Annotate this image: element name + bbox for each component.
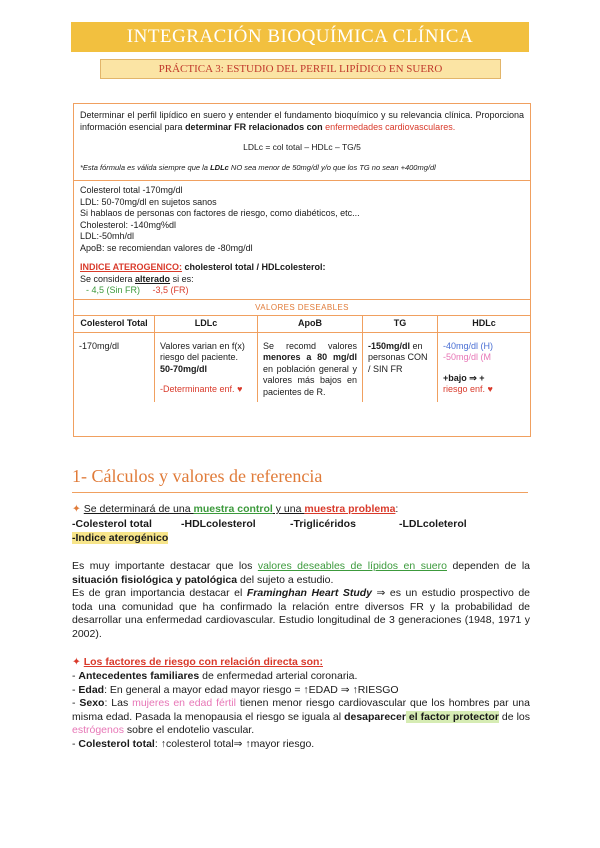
apob-a: Se recomd valores <box>263 340 357 351</box>
apob-b: menores a 80 mg/dl <box>263 352 357 362</box>
list-item: Cholesterol: -140mg%dl <box>80 219 177 230</box>
table-title: VALORES DESEABLES <box>74 299 530 317</box>
table-header: HDLc <box>438 316 531 332</box>
formula-note <box>74 158 530 182</box>
sample-bullet <box>72 503 530 517</box>
cell-ldl <box>155 332 258 402</box>
parameters-row <box>72 518 530 532</box>
cell-tg <box>363 332 438 402</box>
p1-e: del sujeto a estudio. <box>237 573 334 586</box>
r3-b: Sexo <box>79 697 105 709</box>
ldl-b: 50-70mg/dl <box>160 363 208 374</box>
risk-title-line <box>72 656 530 670</box>
risk-item <box>72 697 530 738</box>
paragraph-framingham <box>72 587 530 641</box>
paragraph-values <box>72 560 530 587</box>
values-list <box>74 181 530 254</box>
table-header: TG <box>363 316 438 332</box>
r3-i: estrógenos <box>72 724 124 736</box>
bullet-b: muestra control <box>193 503 273 515</box>
r1-c: de enfermedad arterial coronaria. <box>199 670 358 682</box>
r4-b: Colesterol total <box>78 738 155 750</box>
section-heading: 1- Cálculos y valores de referencia <box>72 466 323 486</box>
page-title: INTEGRACIÓN BIOQUÍMICA CLÍNICA <box>71 22 529 52</box>
r3-j: sobre el endotelio vascular. <box>123 724 255 736</box>
list-item: ApoB: se recomiendan valores de -80mg/dl <box>80 242 253 253</box>
r3-h: de los <box>498 710 530 723</box>
star-icon: ✦ <box>72 656 81 668</box>
intro-paragraph <box>74 104 530 137</box>
ldl-c: -Determinante enf. <box>160 384 235 394</box>
table-header: ApoB <box>258 316 363 332</box>
bullet-a: Se determinará de una <box>83 503 194 515</box>
ldl-a: Valores varian en f(x) riesgo del paciente. <box>160 340 245 362</box>
hdl-d: riesgo enf. <box>443 384 486 394</box>
r2-c: : En general a mayor edad mayor riesgo = ↑EDAD ⇒ ↑RIESGO <box>104 684 399 696</box>
cond-a: Se considera <box>80 273 136 284</box>
risk-item <box>72 670 530 684</box>
r1-a: - <box>72 670 79 682</box>
list-item: Si hablaos de personas con factores de riesgo, como diabéticos, etc... <box>80 208 360 218</box>
hdl-a: -40mg/dl (H) <box>443 340 494 351</box>
r1-b: Antecedentes familiares <box>78 670 200 682</box>
ldl-c-line <box>160 384 252 396</box>
summary-box <box>73 103 531 437</box>
r3-a: - <box>72 697 80 709</box>
bullet-c: y una <box>272 503 305 515</box>
index-line <box>80 262 524 274</box>
list-item: -HDLcolesterol <box>181 518 256 530</box>
note-c: NO sea menor de 50mg/dl y/o que los TG no sean +400mg/dl <box>228 162 436 172</box>
p1-a: Es muy importante destacar que los <box>72 560 258 572</box>
list-item: -Colesterol total <box>72 518 152 530</box>
risk-item <box>72 738 530 752</box>
tg-a: -150mg/dl <box>368 340 411 351</box>
r4-c: : ↑colesterol total⇒ ↑mayor riesgo. <box>154 738 315 750</box>
list-item: -Indice aterogénico <box>72 532 169 544</box>
list-item: Colesterol total -170mg/dl <box>80 185 183 195</box>
list-item: LDL: 50-70mg/dl en sujetos sanos <box>80 196 217 207</box>
table-header: Colesterol Total <box>74 316 155 332</box>
r3-c: : Las <box>104 697 133 709</box>
p1-c: dependen de la <box>446 560 531 572</box>
list-item: -Triglicéridos <box>290 518 356 530</box>
bullet-e: : <box>395 503 399 515</box>
star-icon: ✦ <box>72 503 81 515</box>
cell-col-total: -170mg/dl <box>74 332 155 402</box>
r3-f: desaparecer <box>344 710 406 723</box>
tg-b: en personas CON / SIN FR <box>368 340 428 374</box>
note-a: *Esta fórmula es válida siempre que la <box>80 162 211 172</box>
r2-a: - <box>72 684 79 696</box>
parameter-item5-line <box>72 532 530 546</box>
index-formula: cholesterol total / HDLcolesterol: <box>182 262 326 272</box>
note-b: LDLc <box>210 162 229 172</box>
index-condition <box>80 274 524 286</box>
heart-icon: ♥ <box>237 384 243 394</box>
index-label: INDICE ATEROGENICO: <box>80 262 183 272</box>
cell-hdl <box>438 332 531 402</box>
index-values <box>80 285 524 297</box>
desirable-values-table <box>74 316 530 402</box>
intro-red: enfermedades cardiovasculares. <box>325 121 456 132</box>
list-item: -LDLcoleterol <box>399 518 467 530</box>
p2-c: ⇒ es un estudio prospectivo de toda una comunidad que ha confirmado la relación entre diversos FR y la probabilidad de desarrollar una enfermedad cardiovascular. Estudio longitudinal de 3 generaciones (1948, 1971 y 2002). <box>72 587 531 640</box>
cond-b: alterado <box>135 273 171 284</box>
hdl-d-line <box>443 384 525 396</box>
hdl-b: -50mg/dl (M <box>443 352 492 362</box>
atherogenic-index <box>74 254 530 299</box>
intro-bold: determinar FR relacionados con <box>185 121 323 132</box>
p1-d: situación fisiológica y patológica <box>72 573 238 586</box>
section-divider <box>72 492 528 493</box>
r2-b: Edad <box>78 684 105 696</box>
heart-icon: ♥ <box>487 384 493 394</box>
apob-c: en población general y valores más bajos en pacientes de R. <box>263 363 357 397</box>
index-value-nofr: - 4,5 (Sin FR) <box>86 285 141 295</box>
hdl-c: +bajo ⇒ + <box>443 372 485 383</box>
index-value-fr: -3,5 (FR) <box>152 285 189 295</box>
r4-a: - <box>72 738 79 750</box>
r3-e: tienen menor riesgo cardiovascular que los hombres par una misma edad. Pasada la menopausia el riesgo se iguala al <box>72 697 530 723</box>
risk-title: Los factores de riesgo con relación directa son: <box>83 656 323 668</box>
practice-subtitle: PRÁCTICA 3: ESTUDIO DEL PERFIL LIPÍDICO EN SUERO <box>100 59 501 79</box>
ldl-formula: LDLc = col total – HDLc – TG/5 <box>243 142 361 152</box>
p2-a: Es de gran importancia destacar el <box>72 587 247 599</box>
cell-apob <box>258 332 363 402</box>
p1-b: valores deseables de lípidos en suero <box>257 560 447 572</box>
table-header: LDLc <box>155 316 258 332</box>
risk-item <box>72 684 530 698</box>
intro-text: Determinar el perfil lipídico en suero y entender el fundamento bioquímico y su relevancia clínica. Proporciona información esencial para <box>80 110 524 132</box>
list-item: LDL:-50mh/dl <box>80 231 135 241</box>
p2-b: Framinghan Heart Study <box>246 587 373 599</box>
r3-d: mujeres en edad fértil <box>132 697 236 709</box>
bullet-d: muestra problema <box>304 503 396 515</box>
cond-c: si es: <box>170 273 194 284</box>
r3-g: el factor protector <box>405 710 499 723</box>
